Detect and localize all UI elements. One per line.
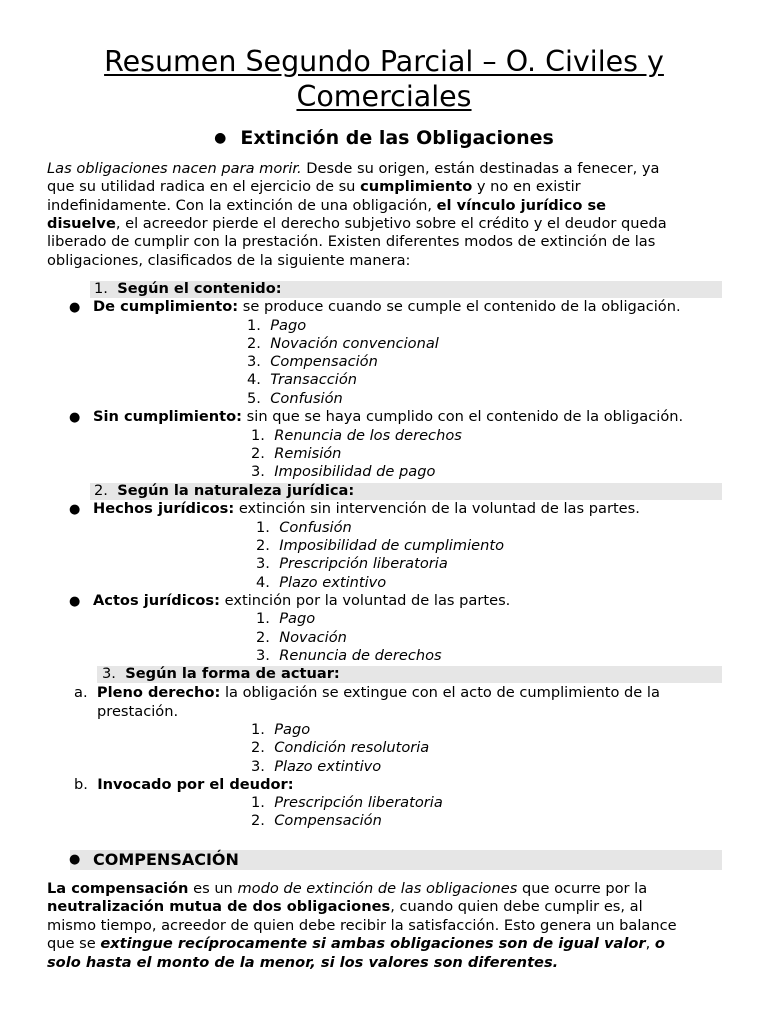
list-item: 2. Remisión	[251, 445, 342, 462]
list-item: 2. Imposibilidad de cumplimiento	[256, 537, 505, 554]
list-item: 2. Compensación	[251, 812, 382, 829]
list-item: 1. Pago	[247, 317, 307, 334]
list-item: 1. Confusión	[256, 519, 352, 536]
section-heading-compensacion: COMPENSACIÓN	[93, 850, 239, 869]
list-item: 3. Plazo extintivo	[251, 758, 382, 775]
bullet-icon: ●	[69, 594, 81, 609]
list-item: 1. Renuncia de los derechos	[251, 427, 462, 444]
document-title: Resumen Segundo Parcial – O. Civiles y Comerciales	[104, 45, 664, 113]
bullet-icon: ●	[69, 410, 81, 425]
list-item: 3. Imposibilidad de pago	[251, 463, 436, 480]
list-item: 2. Condición resolutoria	[251, 739, 430, 756]
list-item: 4. Transacción	[247, 371, 358, 388]
heading-segun-contenido: 1. Según el contenido:	[94, 280, 282, 297]
bullet-icon: ●	[69, 502, 81, 517]
list-item: 1. Pago	[256, 610, 316, 627]
list-item: 4. Plazo extintivo	[256, 574, 387, 591]
list-item: 3. Compensación	[247, 353, 378, 370]
list-item: 1. Prescripción liberatoria	[251, 794, 443, 811]
list-item: 2. Novación convencional	[247, 335, 439, 352]
bullet-icon: ●	[69, 300, 81, 315]
section-heading-extincion: ● Extinción de las Obligaciones	[214, 127, 554, 149]
bullet-icon: ●	[69, 852, 81, 867]
item-pleno-derecho: a. Pleno derecho: la obligación se extingue con el acto de cumplimiento de la	[74, 684, 660, 701]
list-item: 2. Novación	[256, 629, 347, 646]
list-item: 3. Prescripción liberatoria	[256, 555, 448, 572]
list-item: 1. Pago	[251, 721, 311, 738]
bullet-icon: ●	[214, 130, 227, 146]
item-de-cumplimiento: De cumplimiento: se produce cuando se cumple el contenido de la obligación.	[93, 298, 681, 315]
heading-segun-naturaleza: 2. Según la naturaleza jurídica:	[94, 482, 355, 499]
list-item: 5. Confusión	[247, 390, 343, 407]
document-page: Resumen Segundo Parcial – O. Civiles y Comerciales ● Extinción de las Obligaciones Las obligaciones nacen para morir. Desde su origen, están destinadas a fenecer, ya que su utilidad radica en el ejercicio de su cumplimiento y no en existir indefinidamente. Con la extinción de una obligación, el vínculo jurídico se disuelve, el acreedor pierde el derecho subjetivo sobre el crédito y el deudor queda liberado de cumplir con la prestación. Existen diferentes modos de extinción de las obligaciones, clasificados de la siguiente manera: 1. Según el contenido: ● De cumplimiento: se produce cuando se cumple el contenido de la obligación. 1. Pago 2. Novación convencional 3. Compensación 4. Transacción 5. Confusión ● Sin cumplimiento: sin que se haya cumplido con el contenido de la obligación. 1. Renuncia de los derechos 2. Remisión 3. Imposibilidad de pago 2. Según la naturaleza jurídica: ● Hechos jurídicos: extinción sin intervención de la voluntad de las partes. 1. Confusión 2. Imposibilidad de cumplimiento 3. Prescripción liberatoria 4. Plazo extintivo ● Actos jurídicos: extinción por la voluntad de las partes. 1. Pago 2. Novación 3. Renuncia de derechos 3. Según la forma de actuar: a. Pleno derecho: la obligación se extingue con el acto de cumplimiento de la prestación. 1. Pago 2. Condición resolutoria 3. Plazo extintivo b. Invocado por el deudor: 1. Prescripción liberatoria 2. Compensación ● COMPENSACIÓN La compensación es un modo de extinción de las obligaciones que ocurre por la neutralización mutua de dos obligaciones, cuando quien debe cumplir es, al mismo tiempo, acreedor de quien debe recibir la satisfacción. Esto genera un balance que se extingue recíprocamente si ambas obligaciones son de igual valor, o solo hasta el monto de la menor, si los valores son diferentes.	[0, 0, 768, 1024]
item-sin-cumplimiento: Sin cumplimiento: sin que se haya cumplido con el contenido de la obligación.	[93, 408, 684, 425]
heading-segun-forma: 3. Según la forma de actuar:	[102, 665, 340, 682]
item-invocado-deudor: b. Invocado por el deudor:	[74, 776, 294, 793]
list-item: 3. Renuncia de derechos	[256, 647, 442, 664]
item-actos-juridicos: Actos jurídicos: extinción por la voluntad de las partes.	[93, 592, 511, 609]
item-hechos-juridicos: Hechos jurídicos: extinción sin intervención de la voluntad de las partes.	[93, 500, 640, 517]
